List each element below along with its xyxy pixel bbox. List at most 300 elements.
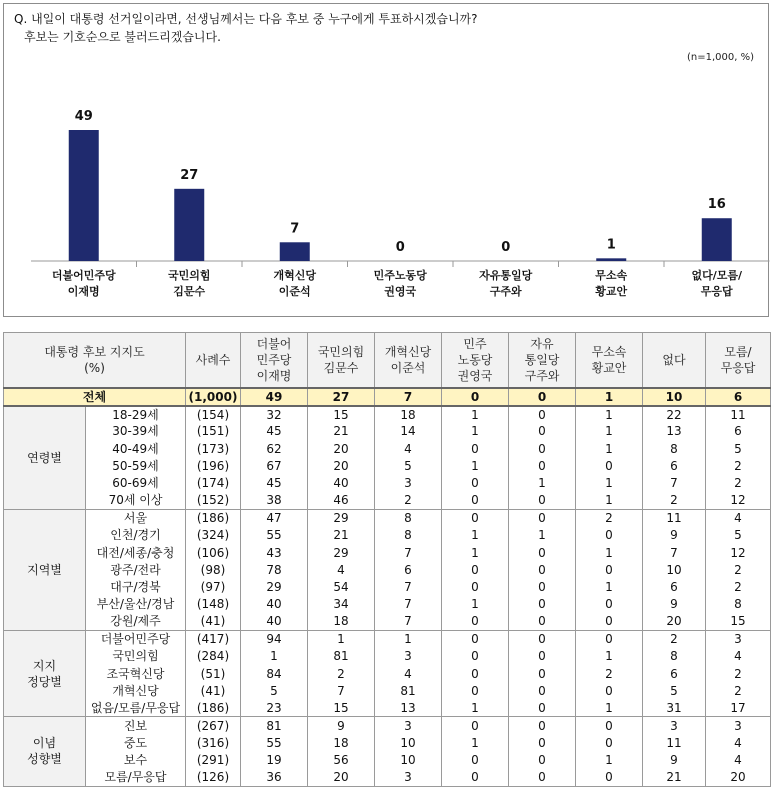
row-cases: (51)	[186, 665, 241, 682]
total-value-3: 0	[442, 388, 509, 406]
row-value-2: 7	[375, 578, 442, 595]
row-value-2: 4	[375, 665, 442, 682]
row-value-5: 1	[576, 475, 643, 492]
bar-value-label-4: 0	[501, 240, 511, 255]
table-row	[4, 578, 771, 595]
row-value-1: 20	[308, 457, 375, 474]
crosstab-table-wrapper	[3, 332, 770, 787]
table-body	[4, 388, 771, 787]
row-value-5: 1	[576, 492, 643, 509]
row-value-4: 1	[509, 475, 576, 492]
row-value-5: 1	[576, 648, 643, 665]
row-value-6: 13	[643, 423, 706, 440]
table-row	[4, 630, 771, 647]
row-value-0: 55	[241, 734, 308, 751]
row-value-5: 0	[576, 682, 643, 699]
bar-6	[702, 218, 732, 261]
row-value-2: 14	[375, 423, 442, 440]
total-value-7: 6	[706, 388, 771, 406]
row-value-3: 0	[442, 751, 509, 768]
row-value-7: 4	[706, 751, 771, 768]
row-value-7: 2	[706, 561, 771, 578]
row-value-7: 12	[706, 544, 771, 561]
row-value-5: 1	[576, 578, 643, 595]
row-value-1: 18	[308, 613, 375, 630]
row-label: 대전/세종/충청	[86, 544, 186, 561]
row-value-0: 67	[241, 457, 308, 474]
row-value-1: 18	[308, 734, 375, 751]
bar-chart	[4, 4, 770, 318]
row-value-6: 5	[643, 682, 706, 699]
bar-value-label-2: 7	[290, 221, 300, 237]
row-label: 40-49세	[86, 440, 186, 457]
row-value-2: 4	[375, 440, 442, 457]
total-value-2: 7	[375, 388, 442, 406]
row-value-5: 0	[576, 630, 643, 647]
row-value-7: 20	[706, 769, 771, 786]
row-value-2: 7	[375, 544, 442, 561]
row-value-3: 0	[442, 648, 509, 665]
row-value-5: 2	[576, 509, 643, 526]
table-row	[4, 769, 771, 786]
row-label: 개혁신당	[86, 682, 186, 699]
row-value-2: 6	[375, 561, 442, 578]
row-value-3: 0	[442, 509, 509, 526]
row-value-3: 0	[442, 561, 509, 578]
total-value-5: 1	[576, 388, 643, 406]
row-value-5: 0	[576, 769, 643, 786]
table-row	[4, 596, 771, 613]
row-value-0: 40	[241, 596, 308, 613]
row-label: 30-39세	[86, 423, 186, 440]
row-value-4: 0	[509, 682, 576, 699]
row-value-6: 9	[643, 596, 706, 613]
table-row	[4, 648, 771, 665]
group-label-1: 지역별	[4, 509, 86, 630]
category-label-0-line-0: 더불어민주당	[51, 269, 116, 282]
row-value-7: 15	[706, 613, 771, 630]
row-value-2: 8	[375, 509, 442, 526]
row-cases: (173)	[186, 440, 241, 457]
row-value-0: 55	[241, 527, 308, 544]
row-value-4: 0	[509, 734, 576, 751]
row-value-3: 1	[442, 406, 509, 423]
category-label-2-line-1: 이준석	[278, 285, 311, 298]
row-cases: (284)	[186, 648, 241, 665]
total-value-1: 27	[308, 388, 375, 406]
row-value-1: 21	[308, 527, 375, 544]
header-candidate-0: 더불어 민주당 이재명	[241, 333, 308, 388]
row-value-7: 2	[706, 475, 771, 492]
bar-5	[596, 258, 626, 261]
row-value-3: 0	[442, 613, 509, 630]
bar-1	[174, 189, 204, 261]
row-cases: (97)	[186, 578, 241, 595]
row-cases: (98)	[186, 561, 241, 578]
row-value-4: 0	[509, 544, 576, 561]
row-cases: (41)	[186, 613, 241, 630]
row-value-6: 6	[643, 665, 706, 682]
category-label-6-line-1: 무응답	[700, 285, 733, 298]
table-row	[4, 492, 771, 509]
row-value-4: 0	[509, 492, 576, 509]
row-value-1: 54	[308, 578, 375, 595]
row-value-3: 1	[442, 527, 509, 544]
row-value-5: 0	[576, 561, 643, 578]
row-value-2: 10	[375, 751, 442, 768]
row-value-3: 0	[442, 665, 509, 682]
row-value-2: 1	[375, 630, 442, 647]
row-value-0: 29	[241, 578, 308, 595]
row-value-4: 0	[509, 440, 576, 457]
row-value-1: 7	[308, 682, 375, 699]
row-value-3: 0	[442, 440, 509, 457]
row-value-2: 18	[375, 406, 442, 423]
row-cases: (316)	[186, 734, 241, 751]
table-row	[4, 561, 771, 578]
category-label-1-line-0: 국민의힘	[167, 269, 211, 282]
sample-size-note: (n=1,000, %)	[686, 52, 754, 63]
row-value-3: 1	[442, 423, 509, 440]
row-value-5: 1	[576, 423, 643, 440]
row-value-2: 81	[375, 682, 442, 699]
row-value-2: 3	[375, 717, 442, 734]
row-value-1: 21	[308, 423, 375, 440]
row-value-6: 31	[643, 700, 706, 717]
row-value-7: 6	[706, 423, 771, 440]
row-value-0: 5	[241, 682, 308, 699]
row-value-7: 5	[706, 440, 771, 457]
row-value-2: 5	[375, 457, 442, 474]
row-value-1: 40	[308, 475, 375, 492]
category-label-4-line-0: 자유통일당	[479, 269, 533, 282]
row-value-4: 0	[509, 717, 576, 734]
poll-chart-panel	[3, 3, 769, 317]
header-candidate-7: 모름/ 무응답	[706, 333, 771, 388]
row-value-7: 2	[706, 682, 771, 699]
row-label: 국민의힘	[86, 648, 186, 665]
row-cases: (196)	[186, 457, 241, 474]
row-value-0: 45	[241, 423, 308, 440]
table-row	[4, 457, 771, 474]
question-line-1: Q. 내일이 대통령 선거일이라면, 선생님께서는 다음 후보 중 누구에게 투표하시겠습니까?	[14, 12, 478, 26]
row-label: 없음/모름/무응답	[86, 700, 186, 717]
row-cases: (154)	[186, 406, 241, 423]
row-value-5: 0	[576, 613, 643, 630]
table-row	[4, 682, 771, 699]
bar-value-label-6: 16	[707, 197, 726, 213]
table-row	[4, 527, 771, 544]
row-value-7: 12	[706, 492, 771, 509]
table-row	[4, 544, 771, 561]
header-candidate-6: 없다	[643, 333, 706, 388]
row-value-3: 0	[442, 717, 509, 734]
row-value-0: 23	[241, 700, 308, 717]
row-value-5: 0	[576, 717, 643, 734]
row-value-0: 84	[241, 665, 308, 682]
row-label: 진보	[86, 717, 186, 734]
total-cases: (1,000)	[186, 388, 241, 406]
row-value-6: 3	[643, 717, 706, 734]
table-row	[4, 406, 771, 423]
bar-value-label-0: 49	[74, 109, 93, 124]
row-value-2: 10	[375, 734, 442, 751]
table-row	[4, 717, 771, 734]
category-label-5-line-0: 무소속	[595, 269, 628, 282]
row-value-6: 7	[643, 475, 706, 492]
row-label: 광주/전라	[86, 561, 186, 578]
row-value-3: 0	[442, 492, 509, 509]
row-value-4: 0	[509, 751, 576, 768]
row-value-4: 0	[509, 457, 576, 474]
row-value-7: 11	[706, 406, 771, 423]
row-value-3: 0	[442, 630, 509, 647]
row-value-0: 78	[241, 561, 308, 578]
bar-2	[280, 242, 310, 261]
group-label-0: 연령별	[4, 406, 86, 510]
row-value-2: 2	[375, 492, 442, 509]
table-row	[4, 423, 771, 440]
group-label-3: 이념 성향별	[4, 717, 86, 786]
row-value-0: 45	[241, 475, 308, 492]
category-label-5-line-1: 황교안	[595, 285, 628, 298]
total-value-4: 0	[509, 388, 576, 406]
category-label-3-line-0: 민주노동당	[373, 269, 427, 282]
row-value-6: 9	[643, 527, 706, 544]
row-value-3: 1	[442, 544, 509, 561]
category-label-2-line-0: 개혁신당	[273, 269, 317, 282]
row-value-2: 3	[375, 475, 442, 492]
row-value-7: 2	[706, 457, 771, 474]
row-value-4: 0	[509, 630, 576, 647]
row-value-4: 0	[509, 769, 576, 786]
row-value-4: 0	[509, 561, 576, 578]
row-value-4: 0	[509, 648, 576, 665]
header-row	[4, 333, 771, 388]
row-cases: (106)	[186, 544, 241, 561]
header-candidate-3: 민주 노동당 권영국	[442, 333, 509, 388]
row-label: 인천/경기	[86, 527, 186, 544]
table-row	[4, 751, 771, 768]
row-label: 조국혁신당	[86, 665, 186, 682]
row-cases: (324)	[186, 527, 241, 544]
row-label: 중도	[86, 734, 186, 751]
row-value-5: 1	[576, 700, 643, 717]
row-value-3: 1	[442, 596, 509, 613]
table-row	[4, 475, 771, 492]
row-cases: (417)	[186, 630, 241, 647]
row-value-2: 13	[375, 700, 442, 717]
row-value-5: 1	[576, 440, 643, 457]
category-label-4-line-1: 구주와	[489, 285, 522, 298]
bar-value-label-3: 0	[395, 240, 405, 255]
table-row	[4, 665, 771, 682]
row-value-2: 3	[375, 769, 442, 786]
row-value-3: 0	[442, 769, 509, 786]
row-cases: (41)	[186, 682, 241, 699]
row-cases: (186)	[186, 700, 241, 717]
row-value-0: 36	[241, 769, 308, 786]
category-label-3-line-1: 권영국	[384, 285, 417, 298]
row-value-7: 3	[706, 717, 771, 734]
table-row	[4, 440, 771, 457]
header-cases: 사례수	[186, 333, 241, 388]
row-value-5: 1	[576, 544, 643, 561]
row-value-0: 40	[241, 613, 308, 630]
row-cases: (148)	[186, 596, 241, 613]
row-value-7: 5	[706, 527, 771, 544]
header-candidate-5: 무소속 황교안	[576, 333, 643, 388]
row-cases: (152)	[186, 492, 241, 509]
row-value-1: 9	[308, 717, 375, 734]
row-cases: (126)	[186, 769, 241, 786]
row-value-1: 29	[308, 509, 375, 526]
row-value-5: 0	[576, 457, 643, 474]
category-label-6-line-0: 없다/모름/	[691, 269, 743, 282]
row-label: 부산/울산/경남	[86, 596, 186, 613]
row-value-3: 1	[442, 734, 509, 751]
total-value-6: 10	[643, 388, 706, 406]
row-value-2: 7	[375, 596, 442, 613]
row-label: 60-69세	[86, 475, 186, 492]
row-value-4: 0	[509, 700, 576, 717]
row-value-6: 11	[643, 734, 706, 751]
row-value-6: 7	[643, 544, 706, 561]
group-label-2: 지지 정당별	[4, 630, 86, 716]
row-value-1: 34	[308, 596, 375, 613]
row-value-4: 0	[509, 613, 576, 630]
row-value-5: 0	[576, 596, 643, 613]
row-value-0: 62	[241, 440, 308, 457]
row-value-2: 8	[375, 527, 442, 544]
row-value-6: 6	[643, 457, 706, 474]
row-label: 모름/무응답	[86, 769, 186, 786]
header-candidate-1: 국민의힘 김문수	[308, 333, 375, 388]
table-row	[4, 734, 771, 751]
row-value-2: 3	[375, 648, 442, 665]
table-row	[4, 613, 771, 630]
row-value-1: 15	[308, 700, 375, 717]
total-label: 전체	[4, 388, 186, 406]
row-value-1: 20	[308, 440, 375, 457]
row-value-2: 7	[375, 613, 442, 630]
row-value-6: 20	[643, 613, 706, 630]
row-value-6: 9	[643, 751, 706, 768]
row-cases: (151)	[186, 423, 241, 440]
row-value-5: 0	[576, 734, 643, 751]
row-value-7: 8	[706, 596, 771, 613]
row-label: 더불어민주당	[86, 630, 186, 647]
row-label: 50-59세	[86, 457, 186, 474]
category-label-1-line-1: 김문수	[173, 285, 206, 298]
row-value-1: 46	[308, 492, 375, 509]
row-value-6: 2	[643, 630, 706, 647]
row-value-5: 2	[576, 665, 643, 682]
row-value-7: 2	[706, 578, 771, 595]
header-candidate-4: 자유 통일당 구주와	[509, 333, 576, 388]
row-value-5: 1	[576, 406, 643, 423]
row-value-6: 2	[643, 492, 706, 509]
row-label: 대구/경북	[86, 578, 186, 595]
row-value-6: 11	[643, 509, 706, 526]
row-value-0: 47	[241, 509, 308, 526]
row-value-7: 4	[706, 734, 771, 751]
row-cases: (291)	[186, 751, 241, 768]
row-value-3: 0	[442, 475, 509, 492]
total-row	[4, 388, 771, 406]
row-value-6: 22	[643, 406, 706, 423]
header-candidate-2: 개혁신당 이준석	[375, 333, 442, 388]
row-value-4: 0	[509, 578, 576, 595]
row-value-1: 15	[308, 406, 375, 423]
row-cases: (186)	[186, 509, 241, 526]
row-value-1: 81	[308, 648, 375, 665]
row-value-0: 19	[241, 751, 308, 768]
table-row	[4, 700, 771, 717]
row-label: 70세 이상	[86, 492, 186, 509]
row-cases: (174)	[186, 475, 241, 492]
row-value-1: 2	[308, 665, 375, 682]
row-value-4: 0	[509, 665, 576, 682]
row-value-7: 3	[706, 630, 771, 647]
row-value-3: 0	[442, 578, 509, 595]
row-value-6: 6	[643, 578, 706, 595]
row-value-0: 94	[241, 630, 308, 647]
row-value-7: 2	[706, 665, 771, 682]
row-value-5: 0	[576, 527, 643, 544]
row-value-1: 20	[308, 769, 375, 786]
row-value-5: 1	[576, 751, 643, 768]
row-value-3: 1	[442, 457, 509, 474]
row-label: 보수	[86, 751, 186, 768]
table-header	[4, 333, 771, 388]
row-value-4: 0	[509, 596, 576, 613]
row-value-4: 0	[509, 406, 576, 423]
row-value-0: 43	[241, 544, 308, 561]
row-value-4: 0	[509, 423, 576, 440]
row-value-4: 1	[509, 527, 576, 544]
row-value-1: 1	[308, 630, 375, 647]
category-label-0-line-1: 이재명	[67, 285, 100, 298]
row-value-0: 38	[241, 492, 308, 509]
row-value-3: 0	[442, 682, 509, 699]
row-label: 18-29세	[86, 406, 186, 423]
row-label: 강원/제주	[86, 613, 186, 630]
row-label: 서울	[86, 509, 186, 526]
row-value-7: 4	[706, 648, 771, 665]
row-value-6: 8	[643, 440, 706, 457]
table-row	[4, 509, 771, 526]
row-value-4: 0	[509, 509, 576, 526]
row-value-7: 17	[706, 700, 771, 717]
row-value-1: 56	[308, 751, 375, 768]
row-value-1: 4	[308, 561, 375, 578]
bar-value-label-1: 27	[180, 167, 199, 183]
question-line-2: 후보는 기호순으로 불러드리겠습니다.	[24, 30, 221, 44]
row-value-6: 8	[643, 648, 706, 665]
row-value-6: 21	[643, 769, 706, 786]
row-value-1: 29	[308, 544, 375, 561]
row-cases: (267)	[186, 717, 241, 734]
row-value-0: 81	[241, 717, 308, 734]
bar-value-label-5: 1	[606, 237, 616, 253]
row-value-0: 1	[241, 648, 308, 665]
row-value-0: 32	[241, 406, 308, 423]
row-value-7: 4	[706, 509, 771, 526]
crosstab-table	[3, 332, 771, 787]
bar-0	[69, 130, 99, 261]
total-value-0: 49	[241, 388, 308, 406]
